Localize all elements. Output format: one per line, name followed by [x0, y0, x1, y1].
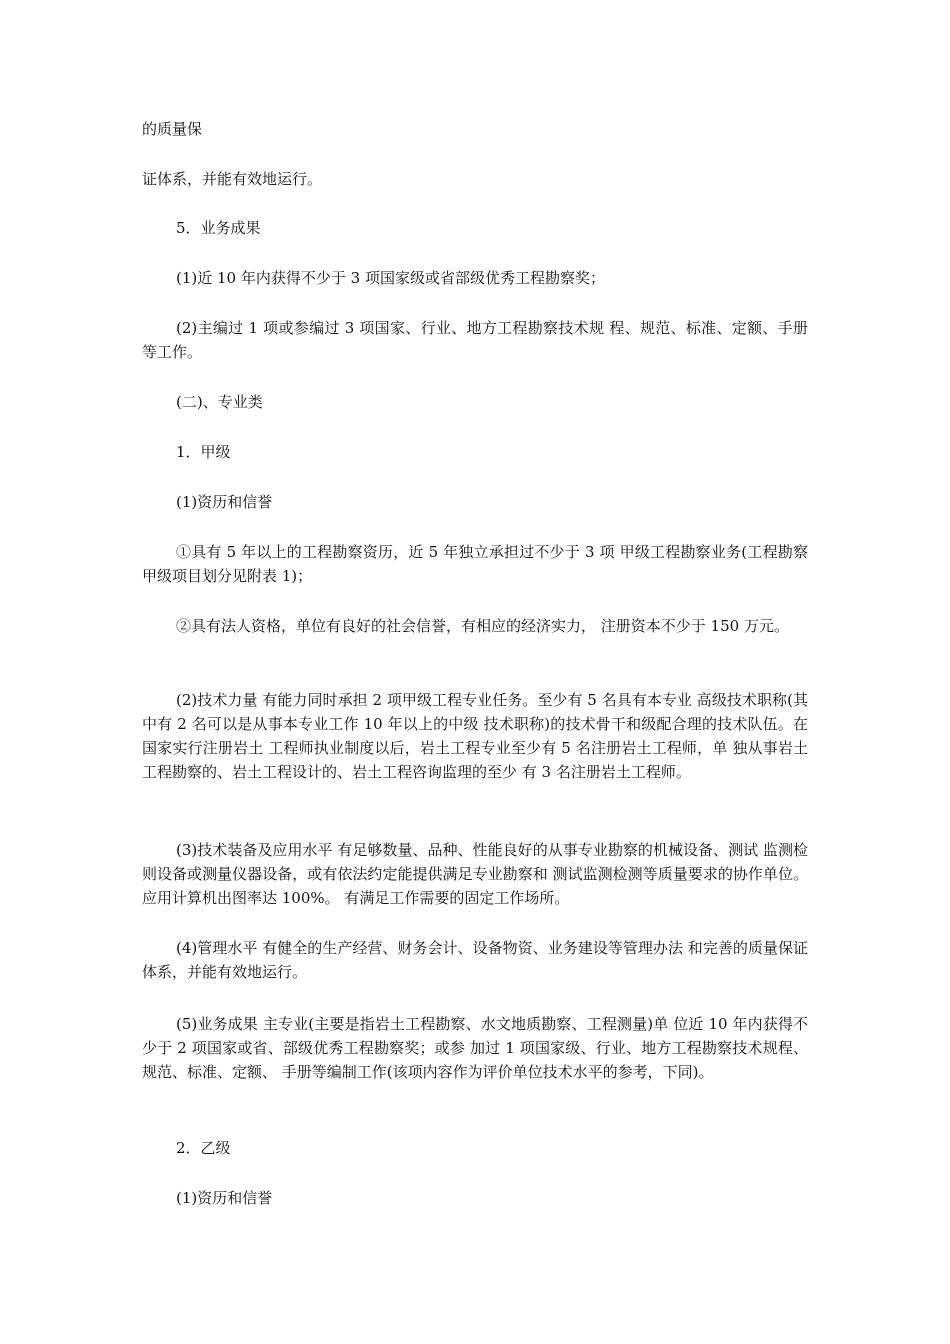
paragraph-management-level: (4)管理水平 有健全的生产经营、财务会计、设备物资、业务建设等管理办法 和完善的质量保证体系，并能有效地运行。	[142, 939, 808, 981]
paragraph-continuation-2: 证体系，并能有效地运行。	[142, 170, 323, 188]
heading-grade-a: 1．甲级	[176, 443, 231, 461]
heading-qualification-reputation-b: (1)资历和信誉	[176, 1189, 273, 1207]
paragraph-technical-equipment: (3)技术装备及应用水平 有足够数量、品种、性能良好的从事专业勘察的机械设备、测试 监测检则设备或测量仪器设备，或有依法约定能提供满足专业勘察和 测试监测检测等质量要求的协作单位。应用计算机出图率达 100%。 有满足工作需要的固定工作场所。	[142, 841, 808, 907]
paragraph-item-2: (2)主编过 1 项或参编过 3 项国家、行业、地方工程勘察技术规 程、规范、标准、定额、手册等工作。	[142, 319, 808, 361]
paragraph-business-results-a: (5)业务成果 主专业(主要是指岩土工程勘察、水文地质勘察、工程测量)单 位近 10 年内获得不少于 2 项国家或省、部级优秀工程勘察奖；或参 加过 1 项国家级、行业、地方工程勘察技术规程、规范、标准、定额、 手册等编制工作(该项内容作为评价单位技术水平的参考，下同)。	[142, 1015, 808, 1081]
paragraph-continuation-1: 的质量保	[142, 120, 203, 138]
heading-business-results: 5．业务成果	[176, 219, 261, 237]
paragraph-technical-strength: (2)技术力量 有能力同时承担 2 项甲级工程专业任务。至少有 5 名具有本专业 高级技术职称(其中有 2 名可以是从事本专业工作 10 年以上的中级 技术职称)的技术骨干和级配合理的技术队伍。在国家实行注册岩土 工程师执业制度以后，岩土工程专业至少有 5 名注册岩土工程师，单 独从事岩土工程勘察的、岩土工程设计的、岩土工程咨询监理的至少 有 3 名注册岩土工程师。	[142, 691, 808, 781]
heading-grade-b: 2．乙级	[176, 1139, 231, 1157]
paragraph-item-1: (1)近 10 年内获得不少于 3 项国家级或省部级优秀工程勘察奖；	[176, 269, 605, 287]
paragraph-qualification-2: ②具有法人资格，单位有良好的社会信誉，有相应的经济实力， 注册资本不少于 150 万元。	[176, 617, 789, 635]
paragraph-qualification-1: ①具有 5 年以上的工程勘察资历，近 5 年独立承担过不少于 3 项 甲级工程勘察业务(工程勘察甲级项目划分见附表 1)；	[142, 543, 808, 585]
heading-qualification-reputation-a: (1)资历和信誉	[176, 493, 273, 511]
heading-professional-category: (二)、专业类	[176, 393, 263, 411]
